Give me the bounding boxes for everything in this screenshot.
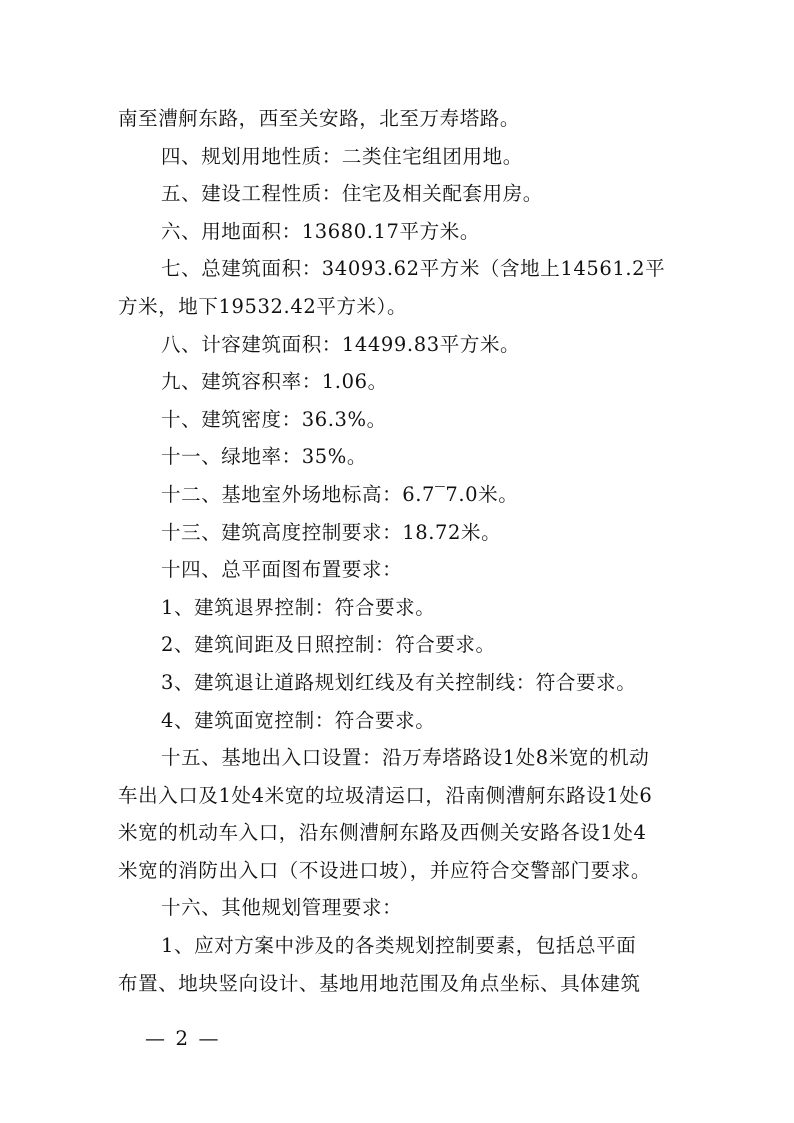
text-line: 4、建筑面宽控制：符合要求。 (161, 708, 436, 732)
text-line: 五、建设工程性质：住宅及相关配套用房。 (161, 182, 543, 206)
text-line: 车出入口及1处4米宽的垃圾清运口，沿南侧漕舸东路设1处6 (118, 783, 653, 807)
text-line: 十五、基地出入口设置：沿万寿塔路设1处8米宽的机动 (161, 746, 650, 770)
text-line: 米宽的机动车入口，沿东侧漕舸东路及西侧关安路各设1处4 (118, 821, 647, 845)
document-body (118, 100, 678, 1002)
text-line: 1、建筑退界控制：符合要求。 (161, 595, 436, 619)
text-line: 3、建筑退让道路规划红线及有关控制线：符合要求。 (161, 670, 637, 694)
text-line: 十三、建筑高度控制要求：18.72米。 (161, 520, 502, 544)
page-number: — 2 — (145, 1026, 221, 1050)
text-line: 九、建筑容积率：1.06。 (161, 370, 388, 394)
text-line: 1、应对方案中涉及的各类规划控制要素，包括总平面 (161, 934, 637, 958)
text-line: 六、用地面积：13680.17平方米。 (161, 219, 480, 243)
text-line: 方米，地下19532.42平方米）。 (118, 294, 408, 318)
text-line: 2、建筑间距及日照控制：符合要求。 (161, 633, 496, 657)
text-line: 七、总建筑面积：34093.62平方米（含地上14561.2平 (161, 257, 666, 281)
text-line: 南至漕舸东路，西至关安路，北至万寿塔路。 (118, 107, 521, 130)
text-line: 八、计容建筑面积：14499.83平方米。 (161, 332, 521, 356)
text-line: 十四、总平面图布置要求： (161, 558, 403, 582)
text-line: 十一、绿地率：35%。 (161, 445, 367, 469)
text-line: 四、规划用地性质：二类住宅组团用地。 (161, 144, 523, 168)
text-line: 十、建筑密度：36.3%。 (161, 407, 387, 431)
text-line: 布置、地块竖向设计、基地用地范围及角点坐标、具体建筑 (118, 971, 641, 995)
text-line: 十二、基地室外场地标高：6.7‾7.0米。 (161, 482, 519, 506)
text-line: 米宽的消防出入口（不设进口坡），并应符合交警部门要求。 (118, 858, 651, 882)
text-line: 十六、其他规划管理要求： (161, 896, 403, 920)
